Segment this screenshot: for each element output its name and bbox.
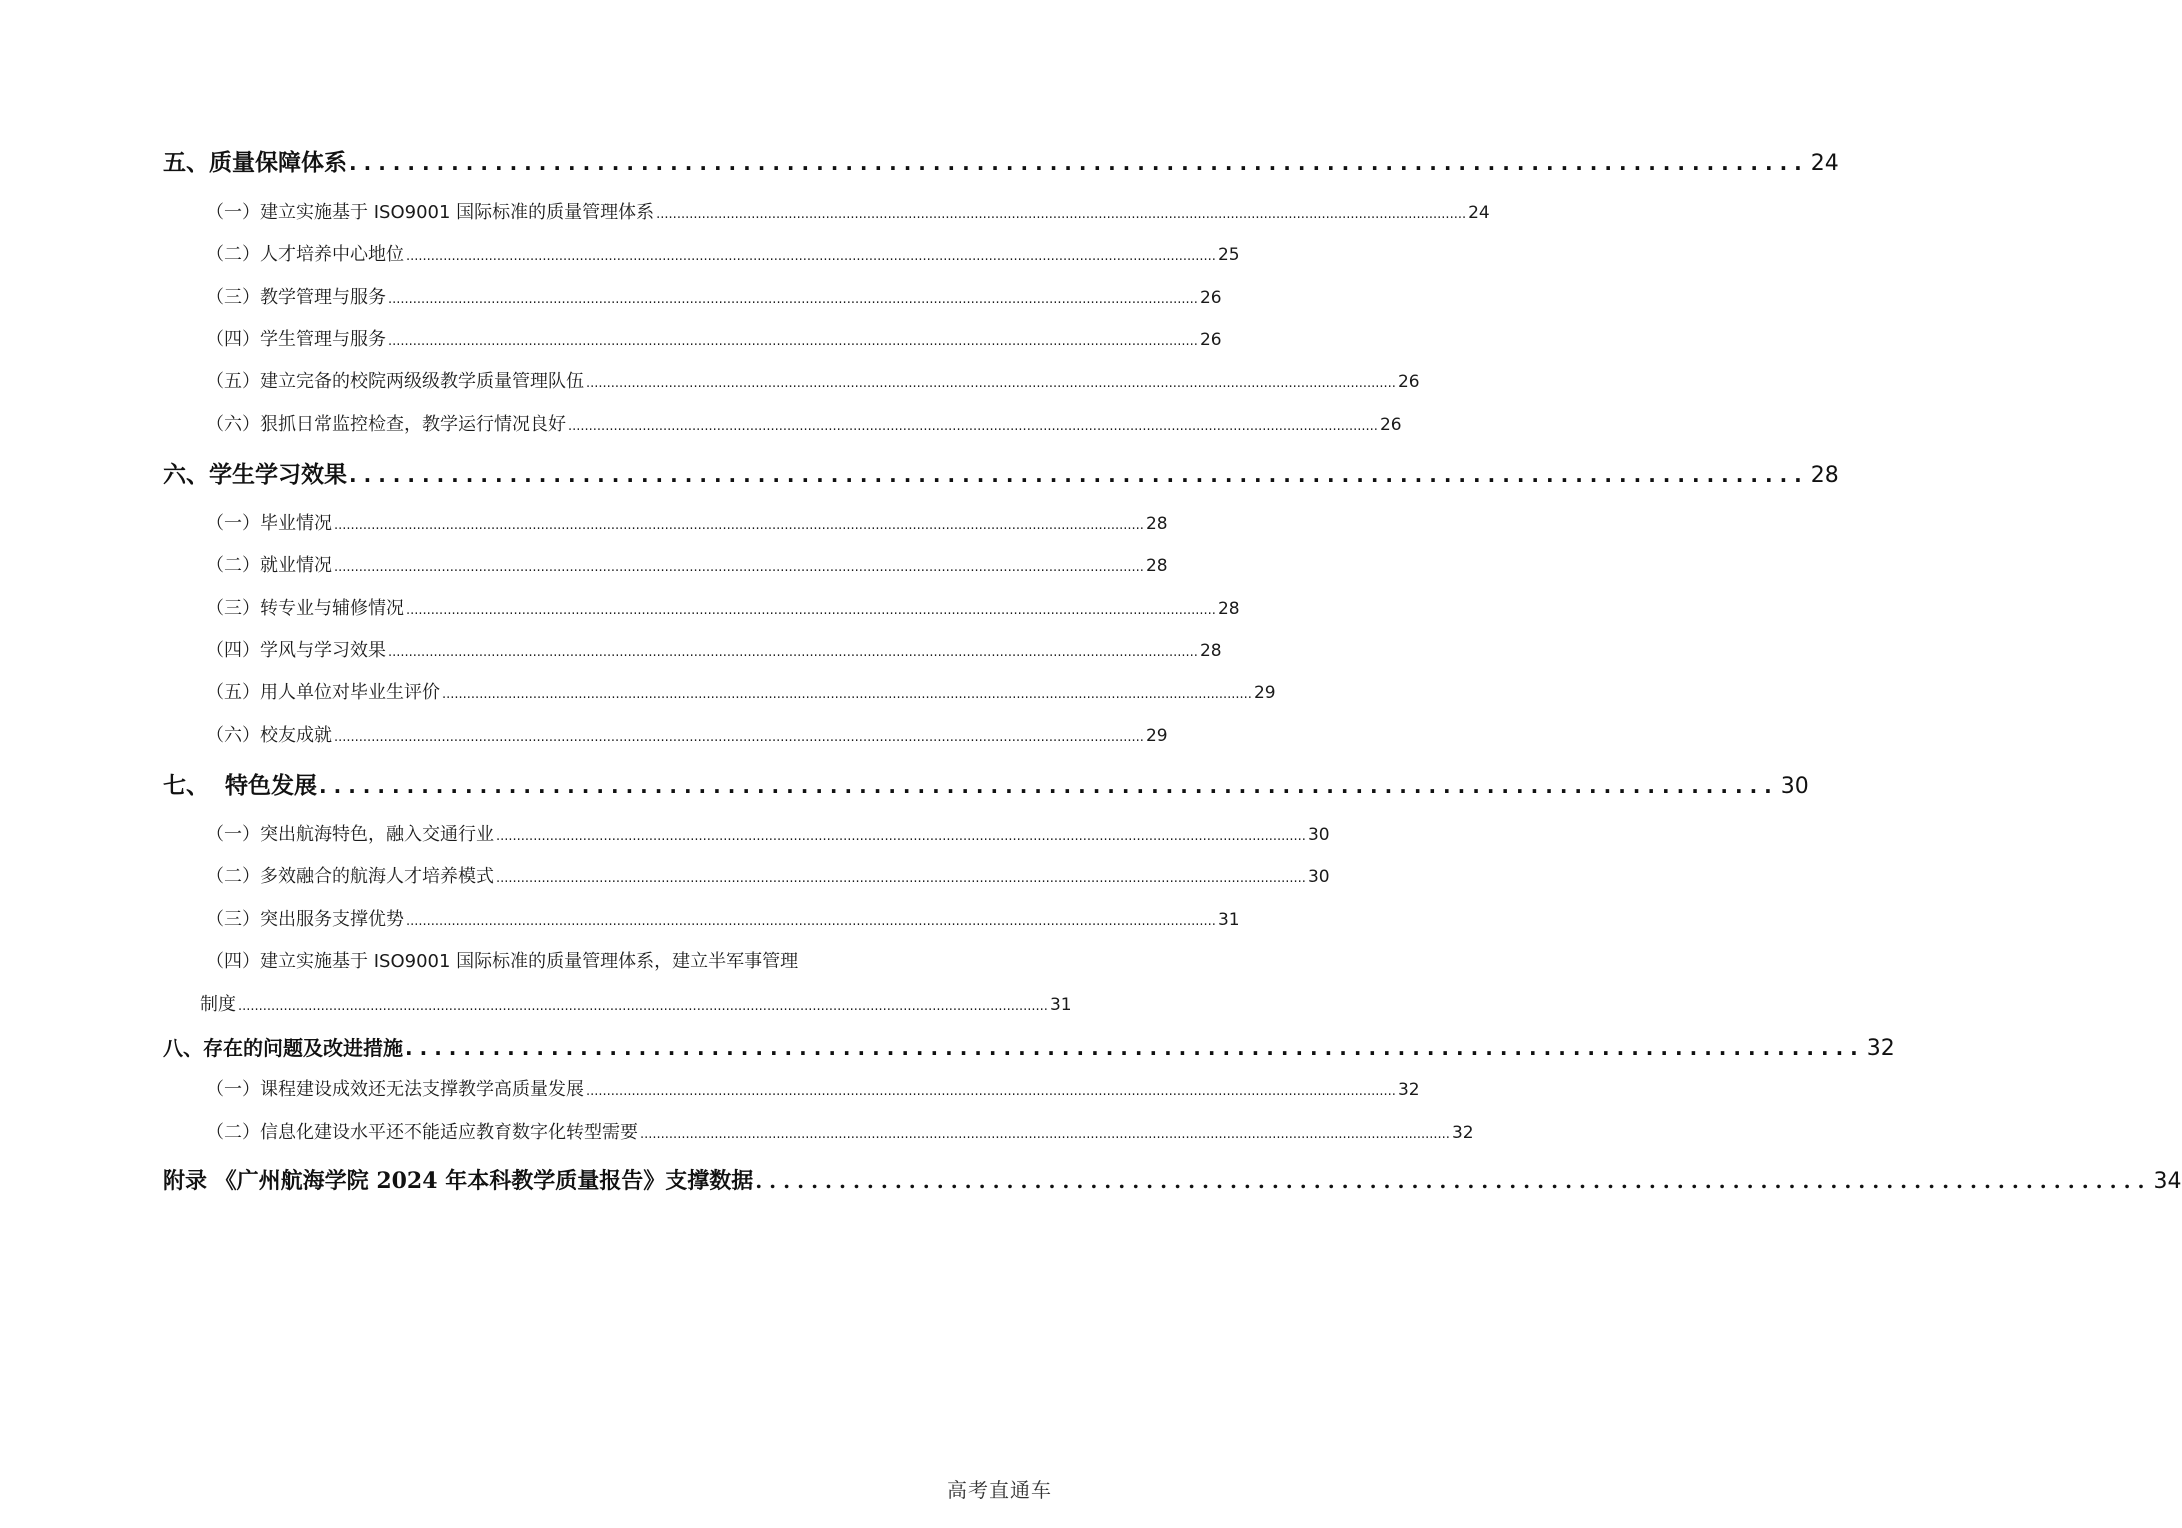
toc-item-title: （六）校友成就 — [206, 725, 332, 746]
toc-page-number: 26 — [1199, 330, 1222, 350]
toc-page-number: 26 — [1397, 372, 1420, 392]
toc-item[interactable] — [206, 721, 1168, 747]
toc-item-title: （六）狠抓日常监控检查，教学运行情况良好 — [206, 414, 566, 435]
toc-item-title: （五）建立完备的校院两级级教学质量管理队伍 — [206, 371, 584, 392]
toc-item-title: （二）人才培养中心地位 — [206, 244, 404, 265]
toc-item[interactable] — [206, 594, 1240, 620]
toc-heading-title: 六、学生学习效果 — [163, 462, 347, 488]
toc-heading-appendix[interactable] — [163, 1164, 2182, 1195]
toc-leader: .................................................................................................................................................................................................... — [586, 1084, 1396, 1099]
toc-leader: .................................................................................................................................................................................................... — [568, 419, 1378, 434]
toc-item-title: （一）课程建设成效还无法支撑教学高质量发展 — [206, 1079, 584, 1100]
toc-heading[interactable] — [163, 1032, 1895, 1061]
toc-item-title: （一）突出航海特色，融入交通行业 — [206, 824, 494, 845]
toc-leader: .................................................................................................................................................................................................... — [442, 687, 1252, 702]
toc-page-number: 28 — [1217, 599, 1240, 619]
toc-page-number: 25 — [1217, 245, 1240, 265]
toc-leader: .................................................................................................................................................................................................... — [334, 560, 1144, 575]
toc-page-number: 24 — [1810, 151, 1839, 176]
toc-item[interactable] — [206, 240, 1240, 266]
toc-item[interactable] — [206, 1118, 1474, 1144]
toc-page-number: 28 — [1810, 463, 1839, 488]
watermark-text: 高考直通车 — [947, 1478, 1052, 1502]
toc-item-title: （四）学风与学习效果 — [206, 640, 386, 661]
toc-leader: .................................................................................................................................................................................................... — [334, 518, 1144, 533]
toc-leader: .................................................................................................................................................................................................... — [406, 249, 1216, 264]
toc-leader: .................................................................................................... — [405, 1036, 1865, 1060]
toc-page-number: 32 — [1451, 1123, 1474, 1143]
toc-page-number: 34 — [2153, 1169, 2182, 1194]
toc-item-title: （一）毕业情况 — [206, 513, 332, 534]
toc-leader: .................................................................................................................................................................................................... — [640, 1127, 1450, 1142]
toc-page-number: 28 — [1199, 641, 1222, 661]
toc-leader: .................................................................................................................................................................................................... — [238, 999, 1048, 1014]
toc-leader: .................................................................................................................................................................................................... — [334, 730, 1144, 745]
toc-leader: .................................................................................................................................................................................................... — [496, 871, 1306, 886]
toc-item[interactable] — [206, 678, 1276, 704]
toc-item[interactable] — [206, 325, 1222, 351]
toc-page-number: 30 — [1307, 867, 1330, 887]
toc-page-number: 26 — [1199, 288, 1222, 308]
toc-item[interactable] — [206, 636, 1222, 662]
toc-leader: .................................................................................................... — [755, 1169, 2152, 1193]
toc-heading-title: 七、 特色发展 — [163, 773, 318, 799]
toc-item[interactable] — [206, 1075, 1420, 1101]
toc-item[interactable] — [206, 283, 1222, 309]
toc-heading[interactable] — [163, 767, 1809, 800]
toc-item-title: （四）建立实施基于 ISO9001 国际标准的质量管理体系，建立半军事管理 — [206, 951, 799, 972]
toc-leader: .................................................................................................................................................................................................... — [406, 603, 1216, 618]
toc-page-number: 31 — [1217, 910, 1240, 930]
toc-leader: .................................................................................................... — [319, 774, 1779, 798]
toc-heading[interactable] — [163, 144, 1839, 177]
toc-leader: .................................................................................................................................................................................................... — [586, 376, 1396, 391]
toc-item[interactable] — [206, 905, 1240, 931]
toc-page-number: 29 — [1145, 726, 1168, 746]
toc-item-title: （三）转专业与辅修情况 — [206, 598, 404, 619]
toc-heading-title: 八、存在的问题及改进措施 — [163, 1036, 403, 1060]
toc-leader: .................................................................................................... — [349, 463, 1809, 487]
toc-leader: .................................................................................................................................................................................................... — [496, 829, 1306, 844]
toc-leader: .................................................................................................................................................................................................... — [388, 334, 1198, 349]
toc-leader: .................................................................................................................................................................................................... — [656, 207, 1467, 222]
toc-item[interactable] — [206, 198, 1490, 224]
toc-item-title: 制度 — [200, 994, 236, 1015]
toc-item-title: （五）用人单位对毕业生评价 — [206, 682, 440, 703]
toc-item-title: （一）建立实施基于 ISO9001 国际标准的质量管理体系 — [206, 202, 655, 223]
toc-item-title: （四）学生管理与服务 — [206, 329, 386, 350]
toc-item-title: （三）教学管理与服务 — [206, 287, 386, 308]
toc-item[interactable] — [206, 947, 916, 973]
toc-item[interactable] — [206, 509, 1168, 535]
toc-page-number: 24 — [1468, 203, 1490, 223]
toc-item-title: （三）突出服务支撑优势 — [206, 909, 404, 930]
toc-page-number: 29 — [1253, 683, 1276, 703]
toc-heading-title: 五、质量保障体系 — [163, 150, 347, 176]
toc-item-title: （二）信息化建设水平还不能适应教育数字化转型需要 — [206, 1122, 638, 1143]
toc-page-number: 28 — [1145, 556, 1168, 576]
toc-leader: .................................................................................................................................................................................................... — [406, 914, 1216, 929]
toc-item[interactable] — [206, 551, 1168, 577]
toc-page-number: 26 — [1379, 415, 1402, 435]
toc-page-number: 32 — [1397, 1080, 1420, 1100]
toc-item[interactable] — [206, 862, 1330, 888]
toc-item-title: （二）就业情况 — [206, 555, 332, 576]
toc-page-number: 28 — [1145, 514, 1168, 534]
toc-item[interactable] — [206, 367, 1420, 393]
toc-page-number: 31 — [1049, 995, 1072, 1015]
toc-item[interactable] — [206, 820, 1330, 846]
toc-page-number: 30 — [1307, 825, 1330, 845]
toc-item-continuation[interactable] — [200, 990, 1072, 1016]
toc-leader: .................................................................................................................................................................................................... — [388, 292, 1198, 307]
toc-page-number: 32 — [1866, 1036, 1895, 1061]
toc-leader: .................................................................................................................................................................................................... — [388, 645, 1198, 660]
toc-heading[interactable] — [163, 456, 1839, 489]
toc-page-number: 30 — [1780, 774, 1809, 799]
toc-item-title: （二）多效融合的航海人才培养模式 — [206, 866, 494, 887]
toc-item[interactable] — [206, 410, 1402, 436]
toc-heading-title: 附录 《广州航海学院 2024 年本科教学质量报告》支撑数据 — [163, 1168, 754, 1194]
toc-leader: .................................................................................................... — [349, 151, 1809, 175]
